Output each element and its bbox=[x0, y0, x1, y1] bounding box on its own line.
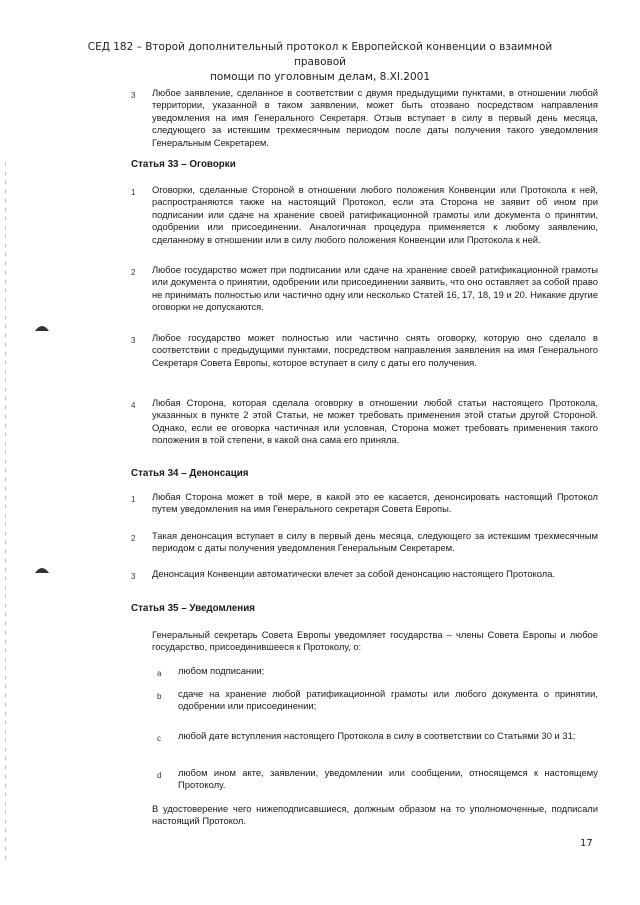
list-item-text: любой дате вступления настоящего Протокола в силу в соответствии со Статьями 30 и 31; bbox=[178, 730, 576, 741]
list-item-text: сдаче на хранение любой ратификационной грамоты или любого документа о принятии, одобрении или присоединении; bbox=[178, 688, 598, 712]
paragraph-text: Генеральный секретарь Совета Европы уведомляет государства – члены Совета Европы и любое государство, присоединившееся к Протоколу, о: bbox=[152, 629, 598, 653]
paragraph-text: Денонсация Конвенции автоматически влечет за собой денонсацию настоящего Протокола. bbox=[152, 568, 556, 579]
article-heading: Статья 34 – Денонсация bbox=[131, 468, 249, 479]
article-heading: Статья 35 – Уведомления bbox=[131, 603, 255, 614]
paragraph-text: Любая Сторона, которая сделала оговорку в отношении любой статьи настоящего Протокола, указанных в пункте 2 этой Статьи, не может требовать применения этой статьи другой Стороной. Однако, если ее оговорка частичная или условная, Сторона может требовать применения такого положения в той степени, в какой она сама его приняла. bbox=[152, 397, 598, 446]
paragraph-text: Любое государство может полностью или частично снять оговорку, которую оно сделало в соответствии с предыдущими пунктами, посредством направления заявления на имя Генерального Секретаря Совета Европы, которое вступает в силу с даты его получения. bbox=[152, 332, 598, 368]
paragraph-number: 3 bbox=[131, 572, 136, 581]
header-title-line-2: помощи по уголовным делам, 8.XI.2001 bbox=[209, 71, 431, 83]
paragraph-number: 1 bbox=[131, 188, 136, 197]
list-item-letter: d bbox=[157, 771, 162, 780]
page-number: 17 bbox=[580, 838, 593, 849]
paragraph-text: Любое заявление, сделанное в соответствии с двумя предыдущими пунктами, в отношении любой территории, указанной в таком заявлении, может быть отозвано посредством направления уведомления на имя Генерального Секретаря. Отзыв вступает в силу в первый день месяца, следующего за истекшим трехмесячным периодом после даты получения такого уведомления Генеральным Секретарем. bbox=[152, 87, 598, 148]
punch-hole-icon bbox=[34, 324, 50, 332]
list-item-letter: c bbox=[157, 734, 161, 743]
header-title-line-1: СЕД 182 – Второй дополнительный протокол к Европейской конвенции о взаимной правовой bbox=[87, 41, 553, 68]
paragraph-text: Такая денонсация вступает в силу в первый день месяца, следующего за истекшим трехмесячным периодом с даты получения уведомления Генеральным Секретарем. bbox=[152, 530, 598, 554]
list-item-text: любом ином акте, заявлении, уведомлении или сообщении, относящемся к настоящему Протоколу. bbox=[178, 767, 598, 791]
article-heading: Статья 33 – Оговорки bbox=[131, 159, 236, 170]
document-header bbox=[70, 40, 570, 85]
closing-text: В удостоверение чего нижеподписавшиеся, должным образом на то уполномоченные, подписали настоящий Протокол. bbox=[152, 803, 598, 827]
list-item-text: любом подписании; bbox=[178, 665, 265, 676]
paragraph-number: 2 bbox=[131, 268, 136, 277]
scan-edge-marks bbox=[4, 160, 7, 860]
paragraph-number: 3 bbox=[131, 91, 136, 100]
paragraph-text: Любая Сторона может в той мере, в какой это ее касается, денонсировать настоящий Протокол путем уведомления на имя Генерального секретаря Совета Европы. bbox=[152, 491, 598, 515]
paragraph-number: 2 bbox=[131, 534, 136, 543]
paragraph-number: 1 bbox=[131, 495, 136, 504]
paragraph-number: 3 bbox=[131, 336, 136, 345]
list-item-letter: a bbox=[157, 669, 162, 678]
punch-hole-icon bbox=[34, 566, 50, 574]
list-item-letter: b bbox=[157, 692, 162, 701]
paragraph-text: Любое государство может при подписании или сдаче на хранение своей ратификационной грамоты или документа о принятии, одобрении или присоединении заявить, что оно оставляет за собой право не принимать полностью или частично одну или несколько Статей 16, 17, 18, 19 и 20. Никакие другие оговорки не допускаются. bbox=[152, 264, 598, 313]
paragraph-number: 4 bbox=[131, 401, 136, 410]
paragraph-text: Оговорки, сделанные Стороной в отношении любого положения Конвенции или Протокола к ней, распространяются также на настоящий Протокол, если эта Сторона не заявит об ином при подписании или сдаче на хранение своей ратификационной грамоты или документа о принятии, одобрении или присоединении. Аналогичная процедура применяется к любому заявлению, сделанному в отношении или в силу любого положения Конвенции или Протокола к ней. bbox=[152, 184, 598, 245]
